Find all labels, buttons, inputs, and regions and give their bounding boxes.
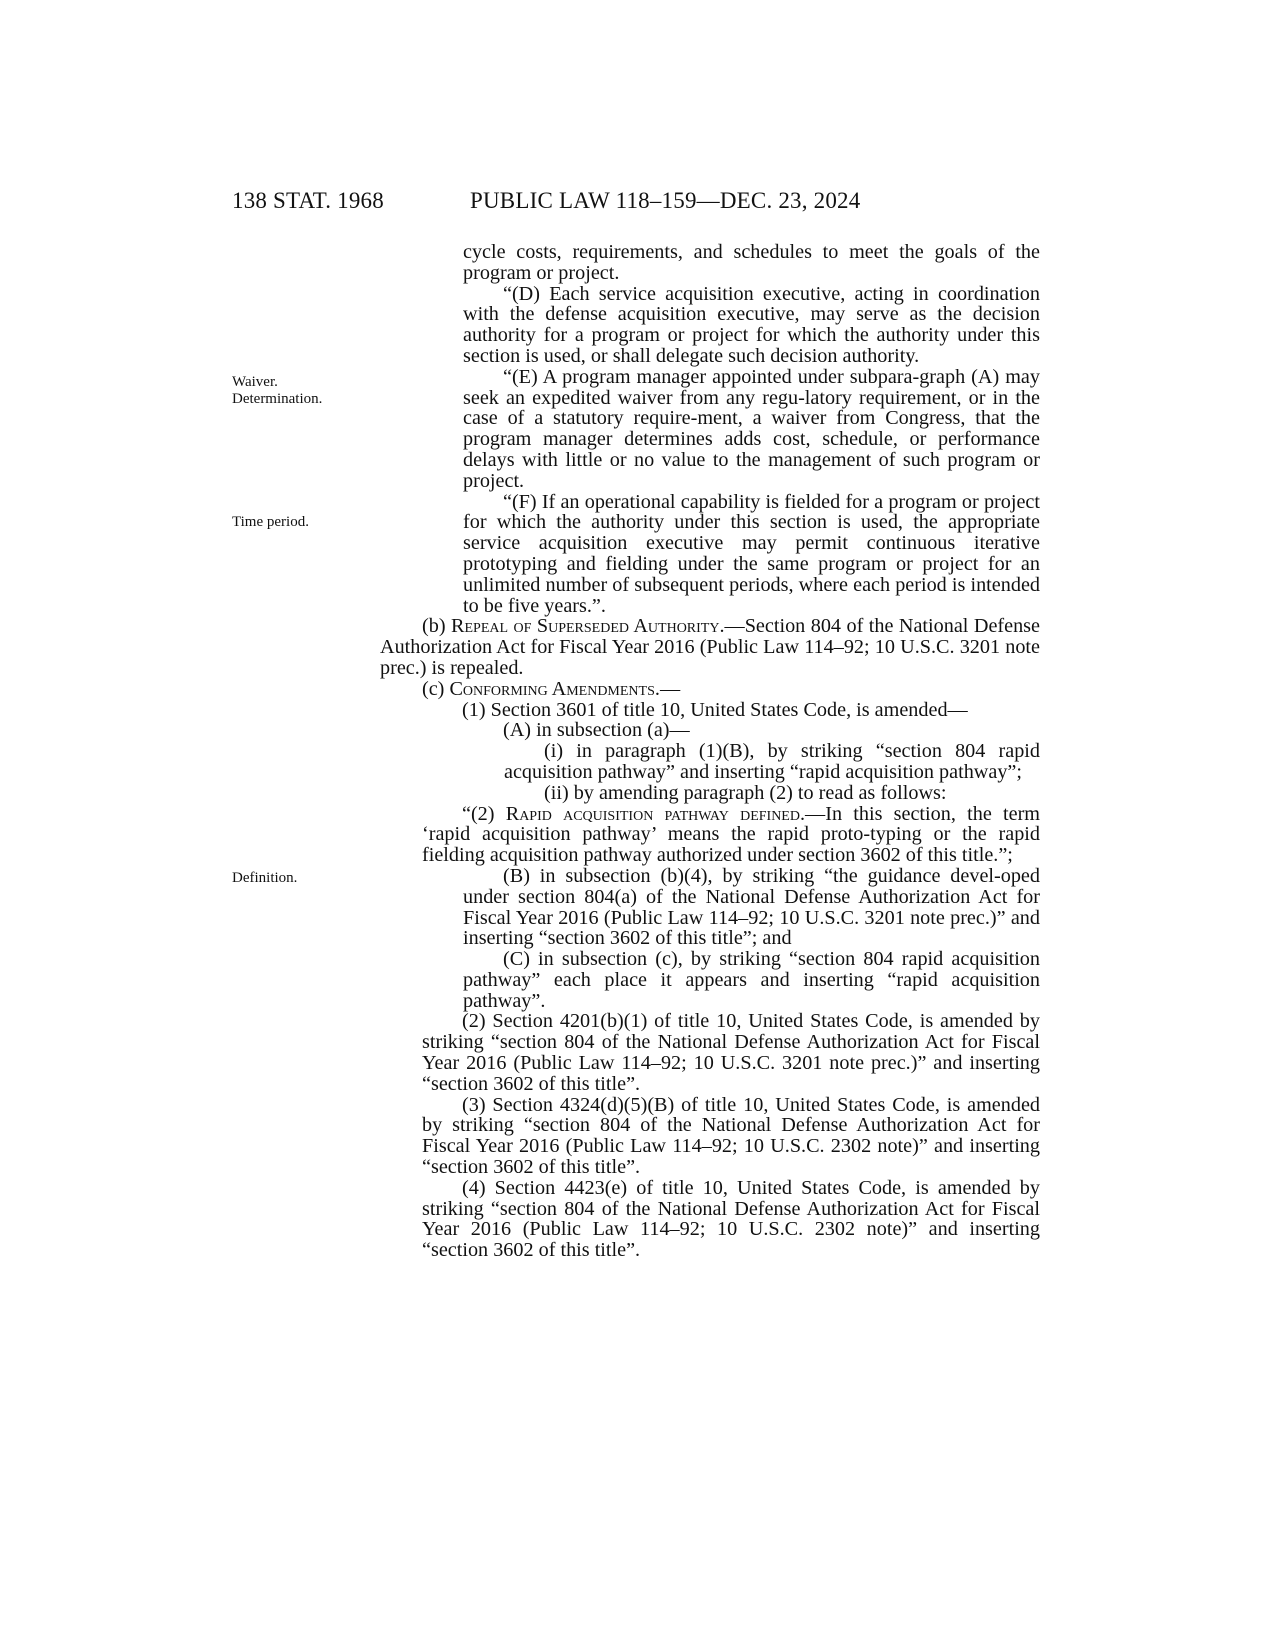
paragraph-c3: (3) Section 4324(d)(5)(B) of title 10, United States Code, is amended by striking “section 804 of the National Defense Authorization Act for Fiscal Year 2016 (Public Law 114–92; 10 U.S.C. 2302 note)” and inserting “section 3602 of this title”. xyxy=(422,1093,1040,1179)
running-header-title: PUBLIC LAW 118–159—DEC. 23, 2024 xyxy=(470,188,861,213)
clause-c1-c: (C) in subsection (c), by striking “section 804 rapid acquisition pathway” each place it appears and inserting “rapid acquisition pathway”. xyxy=(463,948,1040,1012)
definition-label: “(2) xyxy=(462,802,495,825)
subparagraph-e: “(E) A program manager appointed under subpara-graph (A) may seek an expedited waiver from any regu-latory requirement, or in the case of a statutory require-ment, a waiver from Congress, that the program manager determines adds cost, schedule, or performance delays with little or no value to the management of such program or project. xyxy=(463,365,1040,492)
subsection-b-text: —Section 804 of the National Defense Authorization Act for Fiscal Year 2016 (Public Law 114–92; 10 U.S.C. 3201 note prec.) is repealed. xyxy=(380,615,1040,679)
clause-c1-a: (A) in subsection (a)— xyxy=(503,719,690,742)
stat-page-number: 138 STAT. 1968 xyxy=(232,188,384,213)
statute-body xyxy=(380,242,1040,1261)
margin-note-definition: Definition. xyxy=(232,870,298,886)
paragraph-c4: (4) Section 4423(e) of title 10, United States Code, is amended by striking “section 804 of the National Defense Authorization Act for Fiscal Year 2016 (Public Law 114–92; 10 U.S.C. 2302 note)” and inserting “section 3602 of this title”. xyxy=(422,1176,1040,1262)
definition-heading: Rapid acquisition pathway defined. xyxy=(505,802,806,825)
subparagraph-f: “(F) If an operational capability is fielded for a program or project for which the authority under this section is used, the appropriate service acquisition executive may permit continuous iterative prototyping and fielding under the same program or project for an unlimited number of subsequent periods, where each period is intended to be five years.”. xyxy=(463,490,1040,617)
subsection-b-heading: Repeal of Superseded Authority. xyxy=(451,615,725,638)
subsection-c-text: — xyxy=(659,677,681,700)
definition-paragraph xyxy=(380,804,1040,866)
paragraph-c2: (2) Section 4201(b)(1) of title 10, United States Code, is amended by striking “section 804 of the National Defense Authorization Act for Fiscal Year 2016 (Public Law 114–92; 10 U.S.C. 3201 note prec.)” and inserting “section 3602 of this title”. xyxy=(422,1010,1040,1095)
subparagraph-d: “(D) Each service acquisition executive, acting in coordination with the defense acquisition executive, may serve as the decision authority for a program or project for which the authority under this section is used, or shall delegate such decision authority. xyxy=(463,282,1040,367)
definition-text: —In this section, the term ‘rapid acquisition pathway’ means the rapid proto-typing or the rapid fielding acquisition pathway authorized under section 3602 of this title.”; xyxy=(422,802,1041,867)
margin-note-waiver: Waiver. xyxy=(232,374,278,390)
subsection-b-label: (b) xyxy=(422,615,446,638)
clause-c1-a-ii: (ii) by amending paragraph (2) to read as follows: xyxy=(544,781,947,804)
clause-c1-b: (B) in subsection (b)(4), by striking “the guidance devel-oped under section 804(a) of the National Defense Authorization Act for Fiscal Year 2016 (Public Law 114–92; 10 U.S.C. 3201 note prec.)” and inserting “section 3602 of this title”; and xyxy=(463,864,1040,950)
margin-note-time-period: Time period. xyxy=(232,514,309,530)
margin-note-determination: Determination. xyxy=(232,391,323,407)
subsection-c xyxy=(380,679,1040,700)
clause-c1-a-i: (i) in paragraph (1)(B), by striking “section 804 rapid acquisition pathway” and inserting “rapid acquisition pathway”; xyxy=(504,740,1040,783)
subsection-c-label: (c) xyxy=(422,677,445,700)
subsection-c-heading: Conforming Amendments. xyxy=(449,677,660,700)
subsection-b xyxy=(380,616,1040,678)
paragraph-continuation: cycle costs, requirements, and schedules to meet the goals of the program or project. xyxy=(463,241,1040,284)
paragraph-c1: (1) Section 3601 of title 10, United States Code, is amended— xyxy=(462,698,968,721)
